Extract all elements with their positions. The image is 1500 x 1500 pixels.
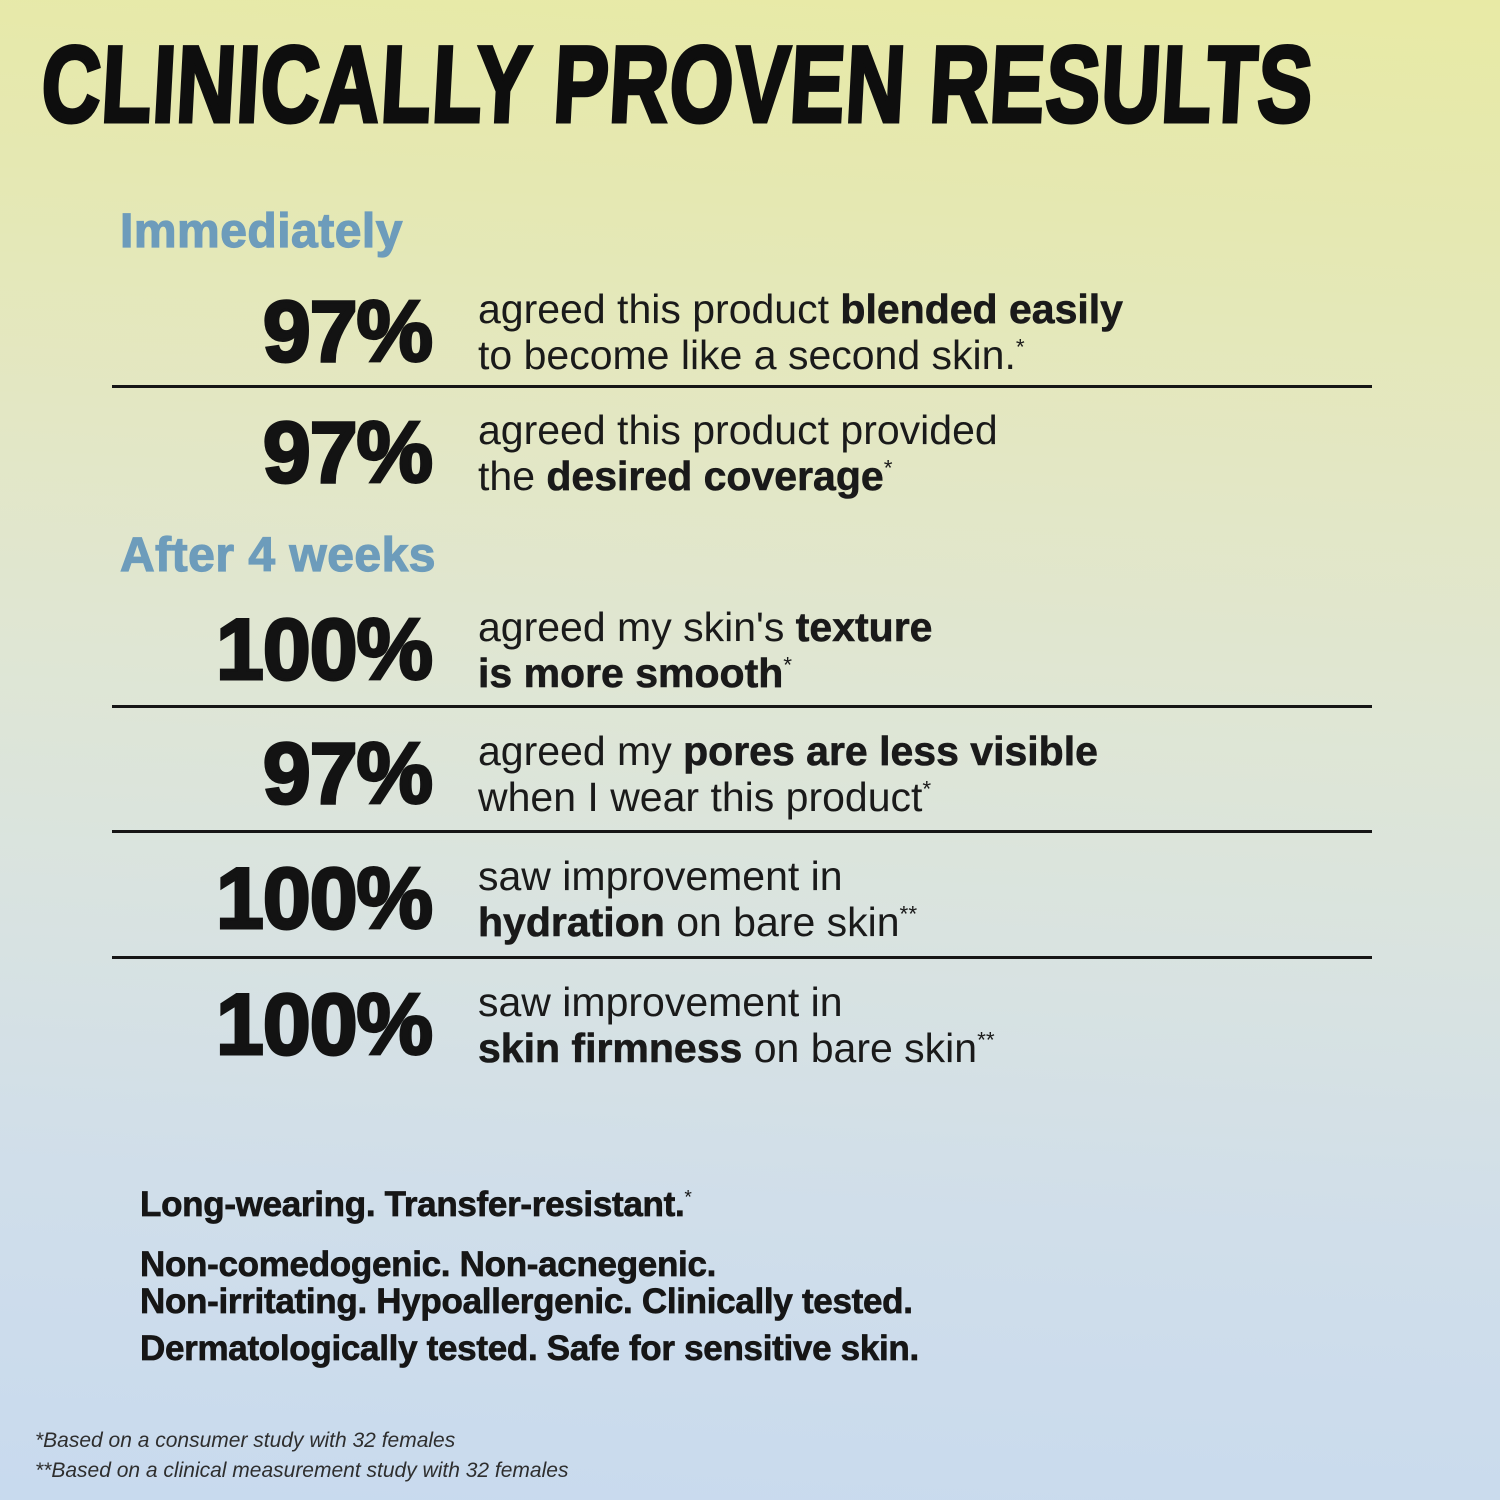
description-line: agreed this product provided — [478, 407, 998, 453]
description-line: to become like a second skin.* — [478, 332, 1025, 378]
claim-dermatologically-tested: Dermatologically tested. Safe for sensitive skin. — [140, 1329, 919, 1368]
stat-value: 100% — [216, 602, 432, 698]
stat-row-texture — [110, 594, 1372, 706]
description-line: saw improvement in — [478, 853, 843, 899]
footnote-consumer-study: *Based on a consumer study with 32 females — [35, 1429, 456, 1452]
divider-line — [112, 705, 1372, 708]
footnote-marker: * — [783, 652, 793, 678]
claim-line: Non-irritating. Hypoallergenic. Clinically tested. — [140, 1282, 913, 1321]
description-line: agreed this product blended easily — [478, 286, 1123, 332]
stat-description — [478, 604, 932, 696]
description-line: agreed my skin's texture — [478, 604, 933, 650]
section-heading-immediately — [120, 204, 403, 259]
stat-value: 100% — [216, 851, 432, 947]
stat-description — [478, 407, 998, 499]
stat-value: 100% — [216, 977, 432, 1073]
section-heading-label: Immediately — [120, 205, 403, 258]
footnote-marker: ** — [977, 1027, 995, 1053]
description-line: agreed my pores are less visible — [478, 728, 1098, 774]
footnote-clinical-study: **Based on a clinical measurement study with 32 females — [35, 1459, 569, 1482]
divider-line — [112, 830, 1372, 833]
stat-row-desired-coverage — [110, 398, 1372, 508]
stat-row-skin-firmness — [110, 968, 1372, 1082]
description-line: when I wear this product* — [478, 774, 932, 820]
divider-line — [112, 956, 1372, 959]
description-line: hydration on bare skin** — [478, 899, 918, 945]
footnote-marker: ** — [899, 901, 918, 927]
stat-value: 97% — [262, 284, 432, 380]
description-line: saw improvement in — [478, 979, 843, 1025]
divider-line — [112, 385, 1372, 388]
stat-row-hydration — [110, 842, 1372, 956]
stat-description — [478, 728, 1098, 820]
stat-description — [478, 979, 995, 1071]
description-line: skin firmness on bare skin** — [478, 1025, 995, 1071]
footnotes — [35, 1426, 568, 1486]
stat-description — [478, 853, 917, 945]
stat-value: 97% — [262, 405, 432, 501]
stat-row-blended-easily — [110, 278, 1372, 386]
page-title: CLINICALLY PROVEN RESULTS — [38, 25, 1317, 146]
claim-non-comedogenic — [140, 1246, 913, 1320]
claim-long-wearing: Long-wearing. Transfer-resistant.* — [140, 1185, 692, 1224]
stat-row-pores — [110, 718, 1372, 830]
section-heading-label: After 4 weeks — [120, 529, 436, 582]
stat-value: 97% — [262, 726, 432, 822]
footnote-marker: * — [1015, 334, 1025, 360]
section-heading-after-4-weeks — [120, 528, 436, 583]
footnote-marker: * — [922, 776, 932, 802]
footnote-marker: * — [684, 1187, 692, 1209]
claim-line: Non-comedogenic. Non-acnegenic. — [140, 1245, 717, 1284]
description-line: the desired coverage* — [478, 453, 893, 499]
footnote-marker: * — [883, 455, 893, 481]
description-line: is more smooth* — [478, 650, 793, 696]
stat-description — [478, 286, 1123, 378]
